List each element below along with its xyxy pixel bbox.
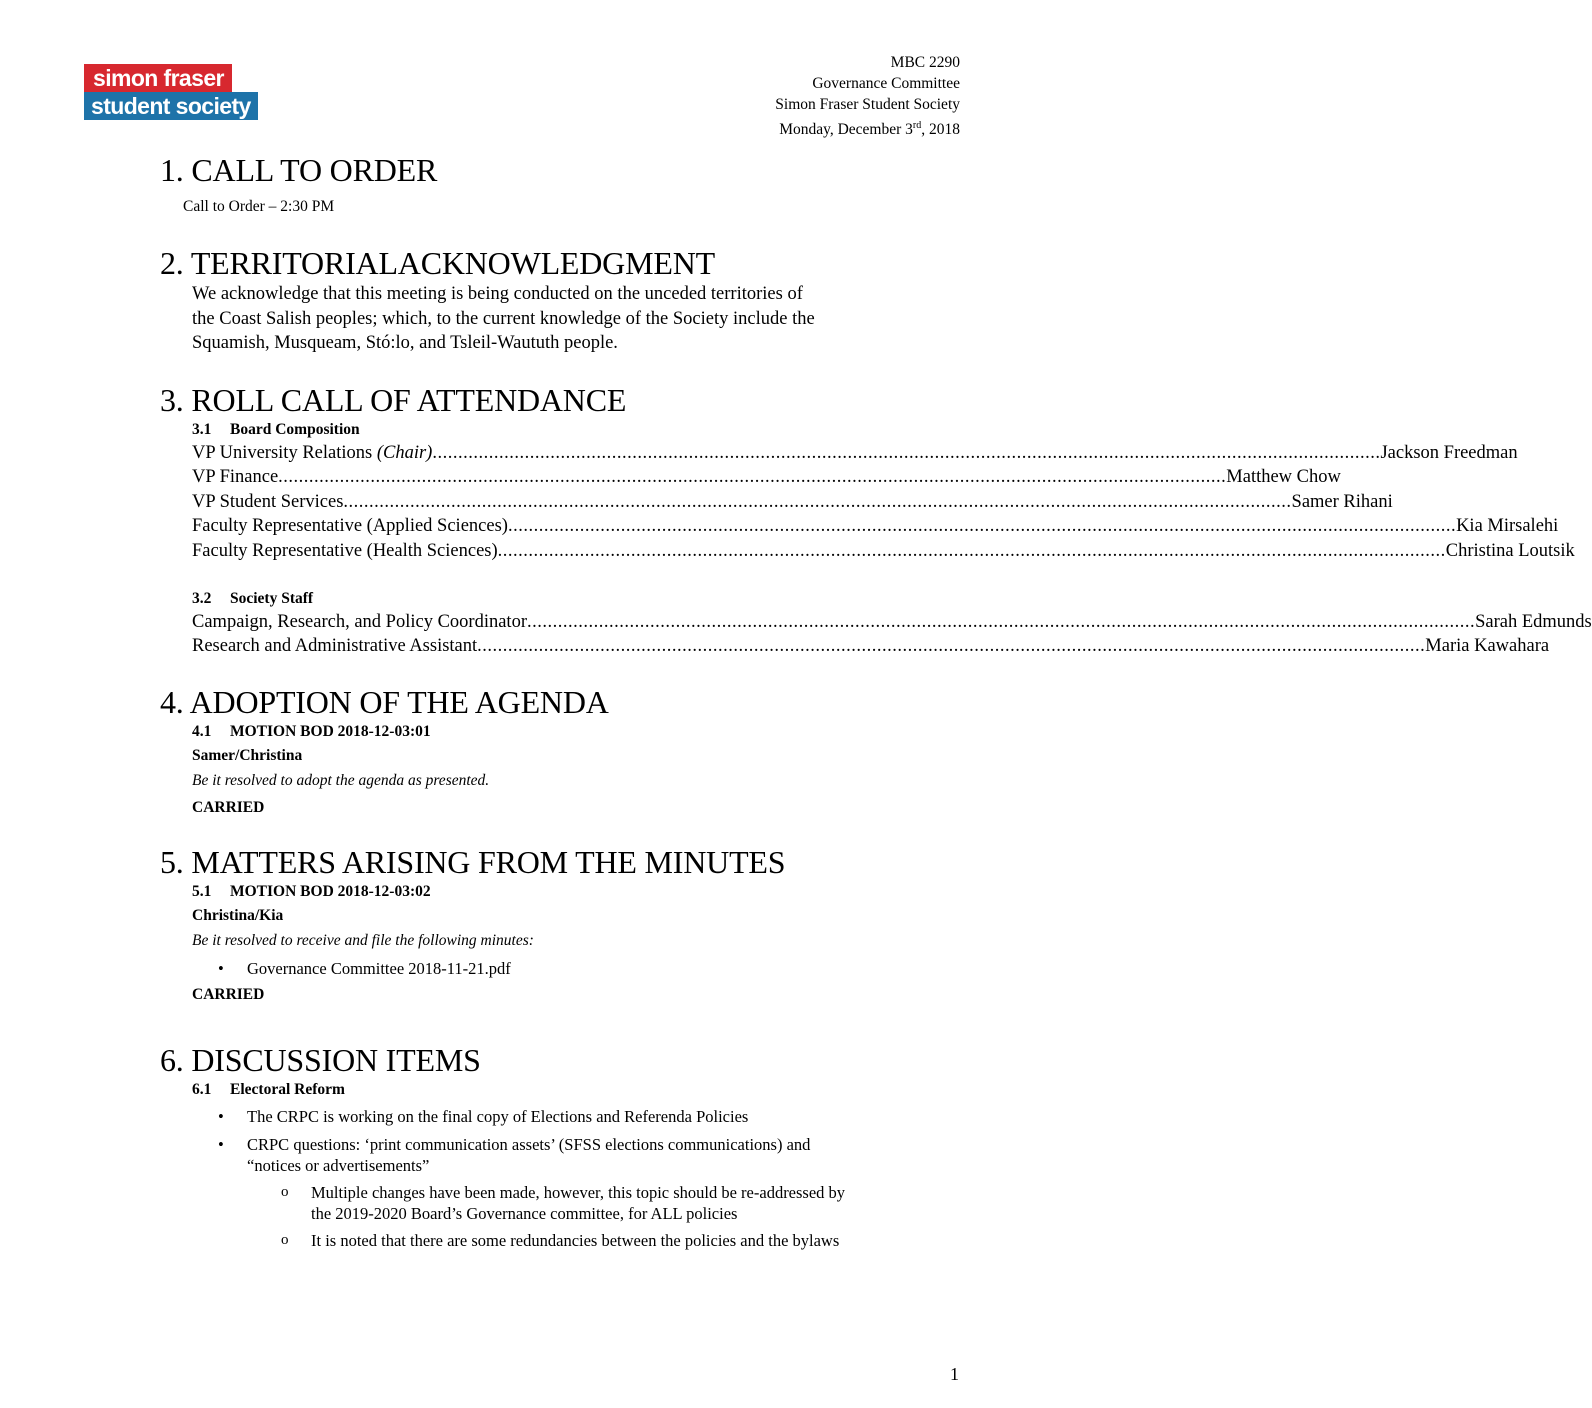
circle-bullet-icon: o <box>281 1184 289 1200</box>
attendee-name: Christina Loutsik <box>1445 541 1575 561</box>
section-1-heading: 1. CALL TO ORDER <box>160 152 438 188</box>
list-item: • The CRPC is working on the final copy of Elections and Referenda Policies <box>218 1107 749 1126</box>
circle-bullet-icon: o <box>281 1232 289 1248</box>
attendee-name: Jackson Freedman <box>1380 443 1518 463</box>
section-6-heading: 6. DISCUSSION ITEMS <box>160 1042 481 1078</box>
staff-name: Maria Kawahara <box>1425 636 1550 656</box>
subsection-6-1: 6.1 Electoral Reform <box>192 1081 345 1098</box>
ack-line: Squamish, Musqueam, Stó:lo, and Tsleil-Waututh people. <box>192 333 618 353</box>
attendee-name: Samer Rihani <box>1291 492 1393 512</box>
motion-result: CARRIED <box>192 986 265 1003</box>
role: VP Student Services <box>192 492 344 512</box>
motion-5-1: 5.1 MOTION BOD 2018-12-03:02 <box>192 883 431 900</box>
ack-line: We acknowledge that this meeting is being conducted on the unceded territories of <box>192 284 803 304</box>
attendance-row: VP University Relations (Chair) ......................................................................................................................................................................................... Jackson Freedman <box>192 443 1518 463</box>
attendee-name: Matthew Chow <box>1226 467 1341 487</box>
section-2-heading: 2. TERRITORIALACKNOWLEDGMENT <box>160 245 715 281</box>
sfss-logo <box>84 64 266 120</box>
motion-result: CARRIED <box>192 799 265 816</box>
meeting-header <box>775 52 960 140</box>
logo-line-2: student society <box>84 92 258 120</box>
staff-name: Sarah Edmunds <box>1475 612 1592 632</box>
role: Research and Administrative Assistant <box>192 636 478 656</box>
ack-line: the Coast Salish peoples; which, to the current knowledge of the Society include the <box>192 308 815 329</box>
resolution-text: Be it resolved to receive and file the following minutes: <box>192 932 534 949</box>
meeting-committee: Governance Committee <box>812 75 960 92</box>
resolution-text: Be it resolved to adopt the agenda as presented. <box>192 772 490 789</box>
role: Faculty Representative (Applied Sciences) <box>192 516 508 536</box>
role: Faculty Representative (Health Sciences) <box>192 541 498 561</box>
attendee-name: Kia Mirsalehi <box>1456 516 1559 536</box>
attendance-row: Faculty Representative (Applied Sciences) ......................................................................................................................................................................................... Kia Mirsalehi <box>192 516 1559 536</box>
list-item: • CRPC questions: ‘print communication assets’ (SFSS elections communications) and “notices or advertisements” <box>218 1135 811 1175</box>
movers: Christina/Kia <box>192 907 284 924</box>
sub-list-item: o Multiple changes have been made, however, this topic should be re-addressed by the 2019-2020 Board’s Governance committee, for ALL policies <box>281 1183 846 1223</box>
staff-row: Research and Administrative Assistant ......................................................................................................................................................................................... Maria Kawahara <box>192 636 1550 656</box>
attendance-row: VP Student Services ......................................................................................................................................................................................... Samer Rihani <box>192 492 1393 512</box>
bullet-icon: • <box>218 1135 224 1154</box>
bullet-icon: • <box>218 959 224 978</box>
meeting-date: Monday, December 3rd, 2018 <box>779 120 960 139</box>
bullet-icon: • <box>218 1107 224 1126</box>
sub-list-item: o It is noted that there are some redundancies between the policies and the bylaws <box>281 1231 840 1250</box>
subsection-3-2: 3.2 Society Staff <box>192 590 314 607</box>
attendance-row: VP Finance ......................................................................................................................................................................................... Matthew Chow <box>192 467 1341 487</box>
section-3-heading: 3. ROLL CALL OF ATTENDANCE <box>160 382 627 418</box>
movers: Samer/Christina <box>192 747 303 764</box>
role: Campaign, Research, and Policy Coordinator <box>192 612 527 632</box>
motion-4-1: 4.1 MOTION BOD 2018-12-03:01 <box>192 723 431 740</box>
section-4-heading: 4. ADOPTION OF THE AGENDA <box>160 684 609 720</box>
call-to-order-text: Call to Order – 2:30 PM <box>183 198 335 215</box>
section-5-heading: 5. MATTERS ARISING FROM THE MINUTES <box>160 844 786 880</box>
attendance-row: Faculty Representative (Health Sciences) ......................................................................................................................................................................................... Christina Loutsik <box>192 541 1575 561</box>
list-item: • Governance Committee 2018-11-21.pdf <box>218 959 511 978</box>
meeting-room: MBC 2290 <box>890 54 960 71</box>
meeting-org: Simon Fraser Student Society <box>775 96 960 113</box>
acknowledgment-paragraph <box>192 282 815 356</box>
role: VP Finance <box>192 467 279 487</box>
role: VP University Relations (Chair) <box>192 443 433 463</box>
staff-row: Campaign, Research, and Policy Coordinator ......................................................................................................................................................................................... Sarah Edmunds <box>192 612 1592 632</box>
page-number: 1 <box>950 1364 959 1384</box>
subsection-3-1: 3.1 Board Composition <box>192 421 360 438</box>
logo-line-1: simon fraser <box>84 64 232 92</box>
